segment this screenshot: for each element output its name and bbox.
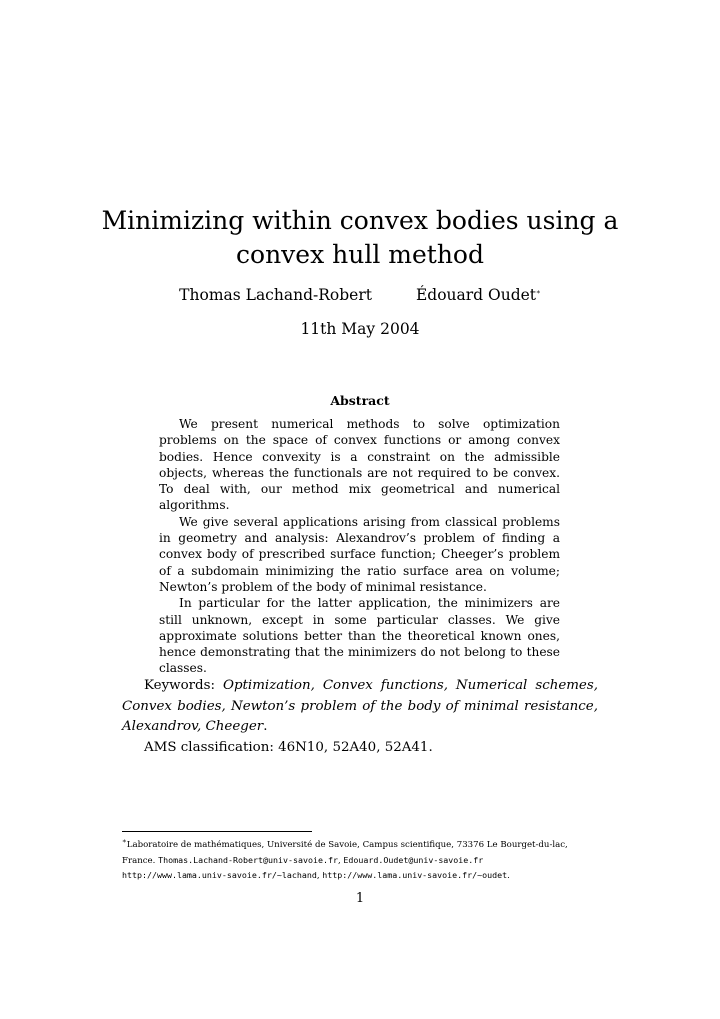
author-1: Thomas Lachand-Robert: [179, 286, 372, 304]
abstract-heading: Abstract: [330, 393, 390, 408]
page-number: 1: [355, 891, 365, 906]
footnote-rule: [122, 831, 312, 832]
author-list: [0, 286, 720, 304]
title-line-2: convex hull method: [236, 240, 484, 269]
abstract-paragraph-2: We give several applications arising from classical problems in geometry and analysis: Alexandrov’s problem of finding a convex body of prescribed surface function; Cheeger’s problem of a subdomain minimizing the ratio surface area on volume; Newton’s problem of the body of minimal resistance.: [159, 514, 560, 594]
footnote-mark: ∗: [122, 837, 127, 846]
keywords-list: Optimization, Convex functions, Numerical schemes, Convex bodies, Newton’s problem of the body of minimal resistance, Alexandrov, Cheeger: [122, 678, 598, 734]
keywords-label: Keywords:: [144, 678, 216, 693]
footnote-affiliation: Laboratoire de mathématiques, Université de Savoie, Campus scientifique, 73376 Le Bourget-du-lac, France.: [122, 840, 568, 866]
footnote-email-2[interactable]: Edouard.Oudet@univ-savoie.fr: [343, 854, 484, 865]
footnote-email-1[interactable]: Thomas.Lachand-Robert@univ-savoie.fr: [158, 854, 338, 865]
author-2: Édouard Oudet∗: [415, 286, 541, 304]
footnote: ∗Laboratoire de mathématiques, Université de Savoie, Campus scientifique, 73376 Le Bourget-du-lac, France. Thomas.Lachand-Robert@univ-savoie.fr, Edouard.Oudet@univ-savoie.fr http://www.lama.univ-savoie.fr/~lachand, http://www.lama.univ-savoie.fr/~oudet.: [122, 837, 568, 881]
abstract-paragraph-1: We present numerical methods to solve optimization problems on the space of convex functions or among convex bodies. Hence convexity is a constraint on the admissible objects, whereas the functionals are not required to be convex. To deal with, our method mix geometrical and numerical algorithms.: [159, 417, 560, 513]
paper-title: [0, 204, 720, 272]
footnote-url-1[interactable]: http://www.lama.univ-savoie.fr/~lachand: [122, 870, 317, 880]
keywords-section: [122, 676, 598, 758]
author-2-footnote-mark: ∗: [536, 287, 541, 296]
abstract-paragraph-3: In particular for the latter application, the minimizers are still unknown, except in some particular classes. We give approximate solutions better than the theoretical known ones, hence demonstrating that the minimizers do not belong to these classes.: [159, 596, 560, 676]
footnote-url-2[interactable]: http://www.lama.univ-savoie.fr/~oudet: [322, 870, 508, 880]
ams-classification: AMS classification: 46N10, 52A40, 52A41.: [144, 739, 433, 755]
abstract-body: [159, 416, 560, 677]
title-line-1: Minimizing within convex bodies using a: [101, 206, 619, 235]
publication-date: 11th May 2004: [300, 320, 420, 338]
keywords-paragraph: Keywords: Optimization, Convex functions, Numerical schemes, Convex bodies, Newton’s problem of the body of minimal resistance, Alexandrov, Cheeger.: [122, 678, 598, 734]
